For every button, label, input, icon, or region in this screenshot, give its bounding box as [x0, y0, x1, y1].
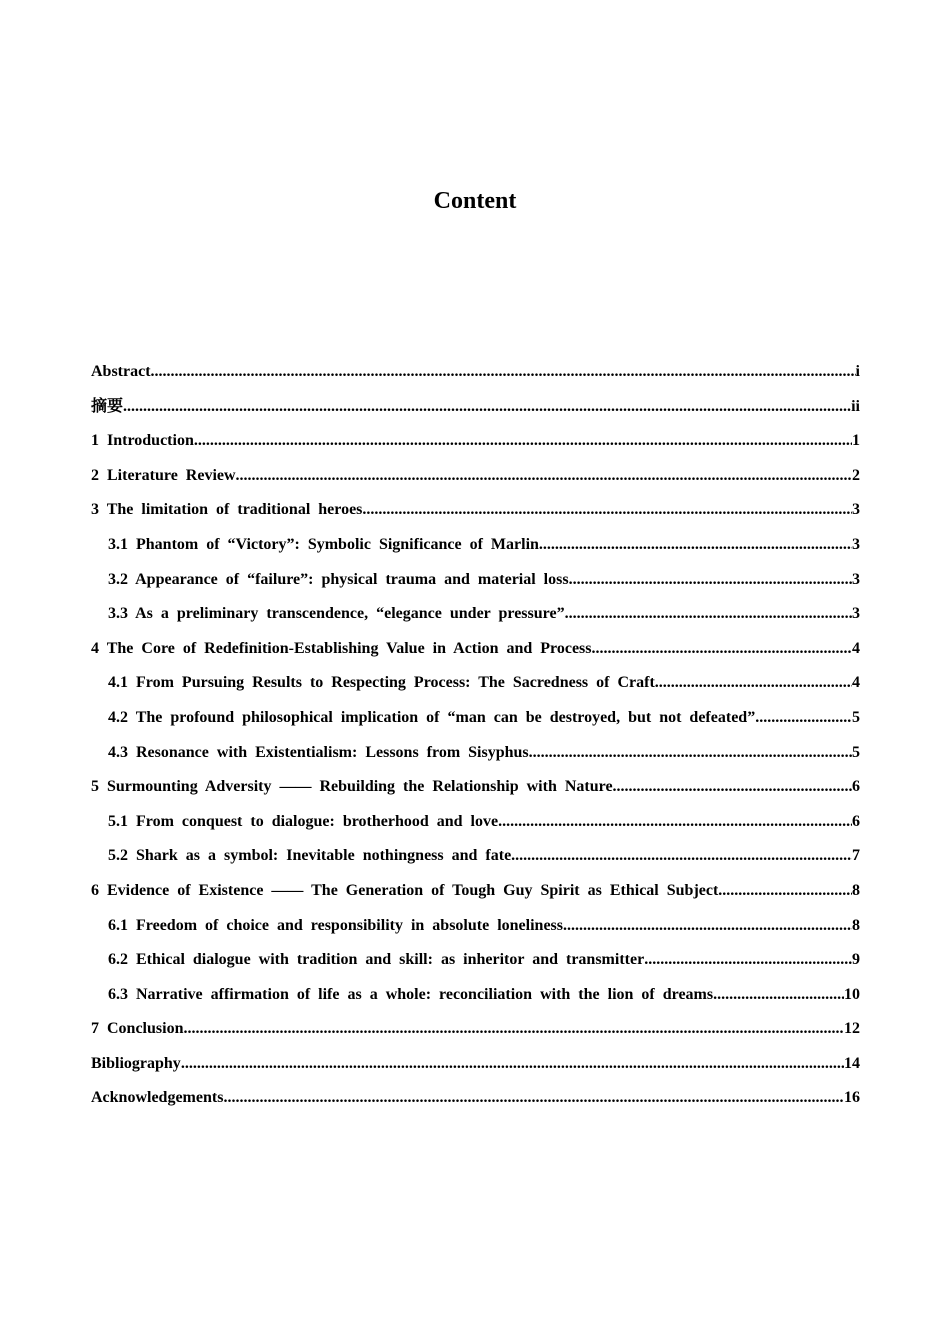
toc-entry-label: 5 Surmounting Adversity —— Rebuilding the Relationship with Nature	[91, 778, 613, 796]
toc-entry-page-number: 5	[852, 708, 860, 726]
toc-entry[interactable]	[91, 632, 860, 667]
toc-entry-page-number: 3	[852, 605, 860, 623]
toc-entry-label: 4.1 From Pursuing Results to Respecting Process: The Sacredness of Craft	[108, 674, 655, 692]
toc-entry-label: 6.2 Ethical dialogue with tradition and skill: as inheritor and transmitter	[108, 951, 645, 969]
toc-entry[interactable]	[91, 701, 860, 736]
dot-leader	[529, 736, 852, 771]
dot-leader	[613, 770, 852, 805]
toc-entry[interactable]	[91, 1012, 860, 1047]
toc-entry-label: Bibliography	[91, 1054, 181, 1072]
toc-entry[interactable]	[91, 597, 860, 632]
toc-entry-page-number: ii	[851, 397, 860, 415]
toc-entry[interactable]	[91, 1081, 860, 1116]
toc-entry-page-number: 9	[852, 951, 860, 969]
toc-entry-label: Abstract	[91, 363, 151, 380]
toc-entry[interactable]	[91, 563, 860, 598]
toc-entry[interactable]	[91, 978, 860, 1013]
toc-entry[interactable]	[91, 666, 860, 701]
toc-entry-page-number: 16	[844, 1089, 860, 1107]
toc-entry-label: 2 Literature Review	[91, 466, 236, 484]
toc-entry-label: 7 Conclusion	[91, 1020, 184, 1038]
toc-entry-label: 4.2 The profound philosophical implication of “man can be destroyed, but not defeated”	[108, 708, 756, 726]
toc-entry[interactable]	[91, 459, 860, 494]
toc-entry[interactable]	[91, 909, 860, 944]
dot-leader	[151, 355, 856, 390]
toc-entry-page-number: 7	[852, 847, 860, 865]
toc-entry-label: 3.1 Phantom of “Victory”: Symbolic Significance of Marlin	[108, 535, 539, 553]
toc-entry[interactable]	[91, 528, 860, 563]
toc-entry-page-number: 8	[852, 881, 860, 899]
toc-entry-page-number: i	[855, 363, 860, 380]
toc-entry[interactable]	[91, 770, 860, 805]
dot-leader	[498, 805, 852, 840]
dot-leader	[223, 1081, 844, 1116]
toc-entry-page-number: 8	[852, 916, 860, 934]
toc-entry-label: 4.3 Resonance with Existentialism: Lessons from Sisyphus	[108, 743, 529, 761]
toc-entry-label: 5.2 Shark as a symbol: Inevitable nothingness and fate	[108, 847, 512, 865]
toc-entry[interactable]	[91, 424, 860, 459]
dot-leader	[644, 943, 852, 978]
toc-entry[interactable]	[91, 839, 860, 874]
toc-entry-label: 1 Introduction	[91, 432, 194, 450]
dot-leader	[718, 874, 852, 909]
toc-entry[interactable]	[91, 1047, 860, 1082]
page-title: Content	[433, 188, 517, 214]
dot-leader	[236, 459, 852, 494]
toc-entry-page-number: 3	[852, 501, 860, 519]
table-of-contents	[91, 355, 860, 1116]
toc-entry[interactable]	[91, 736, 860, 771]
toc-entry-page-number: 3	[852, 570, 860, 588]
toc-entry-label: Acknowledgements	[91, 1089, 224, 1107]
dot-leader	[713, 978, 844, 1013]
toc-entry[interactable]	[91, 943, 860, 978]
toc-entry-label: 5.1 From conquest to dialogue: brotherhood and love	[108, 812, 499, 830]
toc-entry-label: 6.3 Narrative affirmation of life as a whole: reconciliation with the lion of dreams	[108, 985, 714, 1003]
toc-entry-page-number: 12	[844, 1020, 860, 1038]
dot-leader	[181, 1047, 844, 1082]
toc-entry-page-number: 4	[852, 674, 860, 692]
toc-entry-label: 3.3 As a preliminary transcendence, “elegance under pressure”	[108, 605, 565, 623]
toc-entry-label: 摘要	[91, 397, 124, 415]
toc-entry-page-number: 6	[852, 812, 860, 830]
toc-entry-page-number: 5	[852, 743, 860, 761]
dot-leader	[592, 632, 852, 667]
toc-entry[interactable]	[91, 874, 860, 909]
dot-leader	[755, 701, 852, 736]
toc-entry-page-number: 10	[844, 985, 860, 1003]
toc-entry-page-number: 2	[852, 466, 860, 484]
toc-entry-page-number: 4	[852, 639, 860, 657]
dot-leader	[539, 528, 852, 563]
dot-leader	[565, 597, 852, 632]
dot-leader	[655, 666, 852, 701]
toc-entry-label: 3 The limitation of traditional heroes	[91, 501, 363, 519]
toc-entry-label: 6 Evidence of Existence —— The Generation of Tough Guy Spirit as Ethical Subject	[91, 881, 719, 899]
dot-leader	[511, 839, 852, 874]
toc-entry-page-number: 1	[852, 432, 860, 450]
toc-entry-page-number: 6	[852, 778, 860, 796]
toc-entry-label: 4 The Core of Redefinition-Establishing Value in Action and Process	[91, 639, 592, 657]
dot-leader	[183, 1012, 844, 1047]
toc-entry[interactable]	[91, 390, 860, 425]
toc-entry[interactable]	[91, 355, 860, 390]
toc-entry[interactable]	[91, 805, 860, 840]
dot-leader	[362, 493, 852, 528]
dot-leader	[123, 390, 851, 425]
dot-leader	[569, 563, 852, 598]
toc-entry[interactable]	[91, 493, 860, 528]
dot-leader	[563, 909, 852, 944]
toc-entry-page-number: 14	[844, 1054, 860, 1072]
toc-entry-label: 6.1 Freedom of choice and responsibility in absolute loneliness	[108, 916, 563, 934]
dot-leader	[194, 424, 852, 459]
toc-entry-page-number: 3	[852, 535, 860, 553]
toc-entry-label: 3.2 Appearance of “failure”: physical trauma and material loss	[108, 570, 569, 588]
